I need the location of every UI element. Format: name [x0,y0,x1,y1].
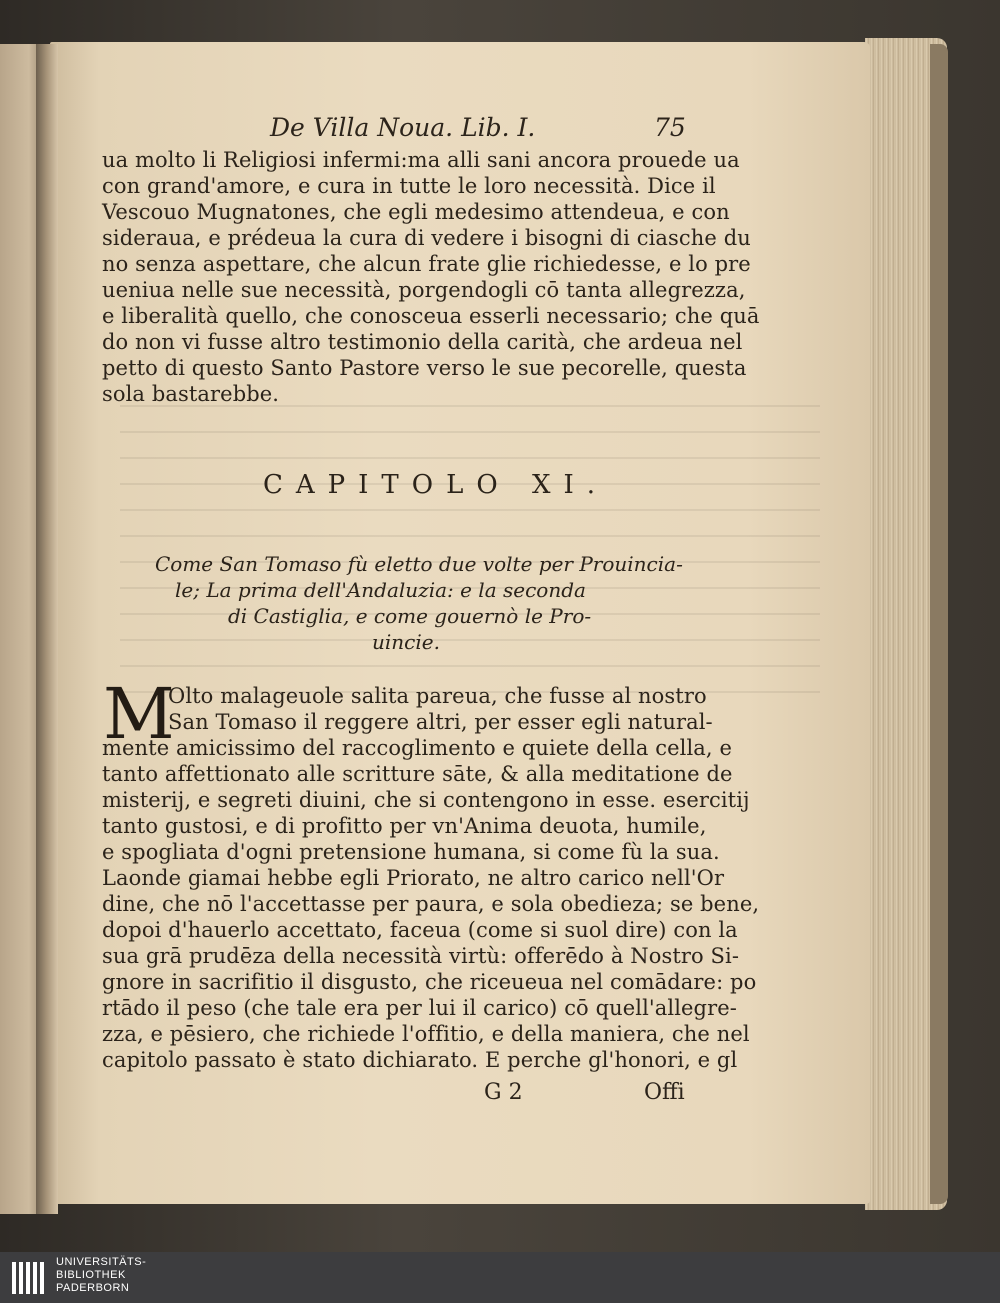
text-line: con grand'amore, e cura in tutte le loro necessità. Dice il [102,174,716,198]
signature-mark: G 2 [484,1080,523,1105]
chapter-summary-line: uincie. [372,630,440,654]
text-line: mente amicissimo del raccoglimento e quiete della cella, e [102,736,732,760]
library-name [56,1256,206,1300]
library-footer [0,1252,1000,1303]
text-line: petto di questo Santo Pastore verso le sue pecorelle, questa [102,356,747,380]
text-line: sola bastarebbe. [102,382,280,406]
text-line: Olto malageuole salita pareua, che fusse al nostro [168,684,707,708]
text-line: San Tomaso il reggere altri, per esser egli natural- [168,710,713,734]
chapter-summary-line: di Castiglia, e come gouernò le Pro- [228,604,592,628]
text-line: misterij, e segreti diuini, che si contengono in esse. esercitij [102,788,750,812]
text-line: dine, che nō l'accettasse per paura, e sola obedieza; se bene, [102,892,760,916]
drop-cap: M [103,673,175,755]
chapter-summary-line: Come San Tomaso fù eletto due volte per Prouincia- [155,552,683,576]
text-line: tanto affettionato alle scritture sāte, & alla meditatione de [102,762,733,786]
chapter-summary-line: le; La prima dell'Andaluzia: e la seconda [175,578,586,602]
library-name-line: BIBLIOTHEK [56,1269,126,1281]
library-name-line: PADERBORN [56,1282,130,1294]
text-line: no senza aspettare, che alcun frate glie richiedesse, e lo pre [102,252,751,276]
text-line: gnore in sacrifitio il disgusto, che riceueua nel comādare: po [102,970,757,994]
text-line: sideraua, e prédeua la cura di vedere i bisogni di ciasche du [102,226,751,250]
text-line: e spogliata d'ogni pretensione humana, si come fù la sua. [102,840,720,864]
text-line: Laonde giamai hebbe egli Priorato, ne altro carico nell'Or [102,866,725,890]
text-line: ua molto li Religiosi infermi:ma alli sani ancora prouede ua [102,148,740,172]
paragraph-1 [102,148,760,418]
running-head-title: De Villa Noua. Lib. I. [270,113,536,142]
library-name-line: UNIVERSITÄTS- [56,1256,147,1268]
library-logo-icon [10,1260,48,1296]
paragraph-2 [102,736,760,1076]
text-line: rtādo il peso (che tale era per lui il carico) cō quell'allegre- [102,996,737,1020]
paragraph-2-opening [168,684,728,740]
chapter-heading: CAPITOLO XI. [263,470,608,500]
text-line: do non vi fusse altro testimonio della carità, che ardeua nel [102,330,743,354]
text-line: e liberalità quello, che conosceua esserli necessario; che quā [102,304,760,328]
text-line: Vescouo Mugnatones, che egli medesimo attendeua, e con [102,200,730,224]
book-cover-edge [930,44,948,1204]
text-line: ueniua nelle sue necessità, porgendogli cō tanta allegrezza, [102,278,746,302]
catchword: Offi [644,1080,685,1105]
running-head [270,113,720,147]
text-line: dopoi d'hauerlo accettato, faceua (come si suol dire) con la [102,918,738,942]
text-line: sua grā prudēza della necessità virtù: offerēdo à Nostro Si- [102,944,740,968]
page-number: 75 [654,113,686,142]
text-line: zza, e pēsiero, che richiede l'offitio, e della maniera, che nel [102,1022,750,1046]
text-line: capitolo passato è stato dichiarato. E perche gl'honori, e gl [102,1048,738,1072]
book-gutter [36,44,58,1214]
text-line: tanto gustosi, e di profitto per vn'Anima deuota, humile, [102,814,707,838]
